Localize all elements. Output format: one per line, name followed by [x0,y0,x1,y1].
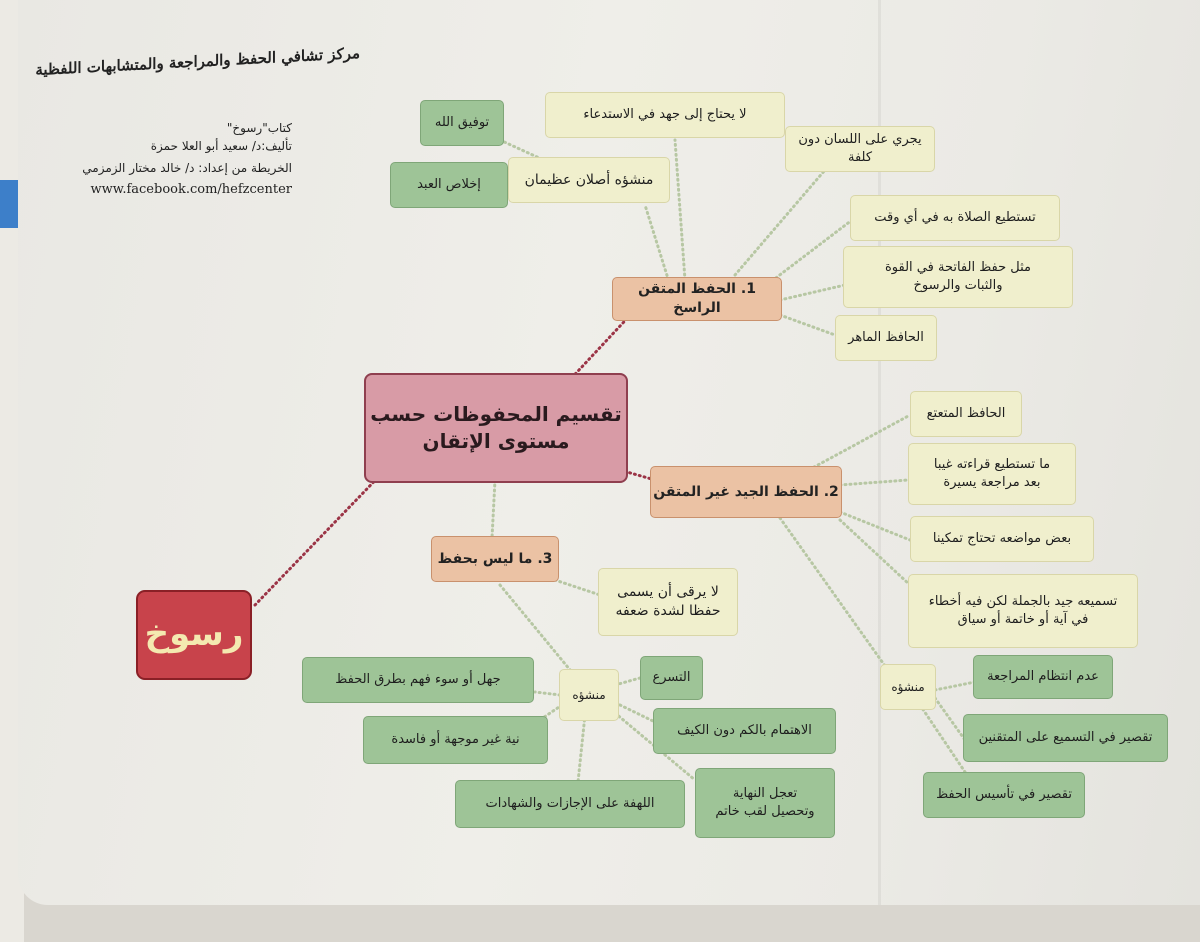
b2-leaf-recite-after-review: ما تستطيع قراءته غيبا بعد مراجعة يسيرة [908,443,1076,505]
b3-leaf-too-weak: لا يرقى أن يسمى حفظا لشدة ضعفه [598,568,738,636]
branch-1-mastered-memorization: 1. الحفظ المتقن الراسخ [612,277,782,321]
b1-leaf-like-fatiha: مثل حفظ الفاتحة في القوة والثبات والرسوخ [843,246,1073,308]
b3-origin-leaf-quantity-over-quality: الاهتمام بالكم دون الكيف [653,708,836,754]
b3-origin-leaf-rush-to-finish: تعجل النهاية وتحصيل لقب خاتم [695,768,835,838]
b1-leaf-skilled-hafiz: الحافظ الماهر [835,315,937,361]
prepared-by-credit: الخريطة من إعداد: د/ خالد مختار الزمزمي [82,161,292,175]
book-title-credit: كتاب"رسوخ" [226,121,292,135]
branch-3-not-memorization: 3. ما ليس بحفظ [431,536,559,582]
b1-origin-leaf-tawfiq: توفيق الله [420,100,504,146]
central-topic: تقسيم المحفوظات حسب مستوى الإتقان [364,373,628,483]
b1-leaf-flows-on-tongue: يجري على اللسان دون كلفة [785,126,935,172]
b2-leaf-stammering-hafiz: الحافظ المتعتع [910,391,1022,437]
header-calligraphy-title: مركز تشافي الحفظ والمراجعة والمتشابهات اللفظية [35,44,360,80]
b3-origin: منشؤه [559,669,619,721]
b2-origin-leaf-recitation-shortfall: تقصير في التسميع على المتقنين [963,714,1168,762]
b1-leaf-no-effort-recall: لا يحتاج إلى جهد في الاستدعاء [545,92,785,138]
b2-origin-leaf-irregular-review: عدم انتظام المراجعة [973,655,1113,699]
b3-origin-leaf-ignorance-methods: جهل أو سوء فهم بطرق الحفظ [302,657,534,703]
b3-origin-leaf-bad-intention: نية غير موجهة أو فاسدة [363,716,548,764]
b2-origin-leaf-foundation-shortfall: تقصير في تأسيس الحفظ [923,772,1085,818]
b3-origin-leaf-haste: التسرع [640,656,703,700]
facebook-link[interactable]: www.facebook.com/hefzcenter [90,182,292,197]
b1-origin-leaf-ikhlas: إخلاص العبد [390,162,508,208]
b1-leaf-pray-anytime: تستطيع الصلاة به في أي وقت [850,195,1060,241]
b3-origin-leaf-certificates-craving: اللهفة على الإجازات والشهادات [455,780,685,828]
rusookh-logo: رسوخ [136,590,252,680]
b2-leaf-good-with-errors: تسميعه جيد بالجملة لكن فيه أخطاء في آية أو خاتمة أو سياق [908,574,1138,648]
branch-2-good-not-mastered: 2. الحفظ الجيد غير المتقن [650,466,842,518]
b2-origin: منشؤه [880,664,936,710]
author-credit: تأليف:د/ سعيد أبو العلا حمزة [150,139,292,153]
b1-origin-two-roots: منشؤه أصلان عظيمان [508,157,670,203]
b2-leaf-needs-consolidation: بعض مواضعه تحتاج تمكينا [910,516,1094,562]
